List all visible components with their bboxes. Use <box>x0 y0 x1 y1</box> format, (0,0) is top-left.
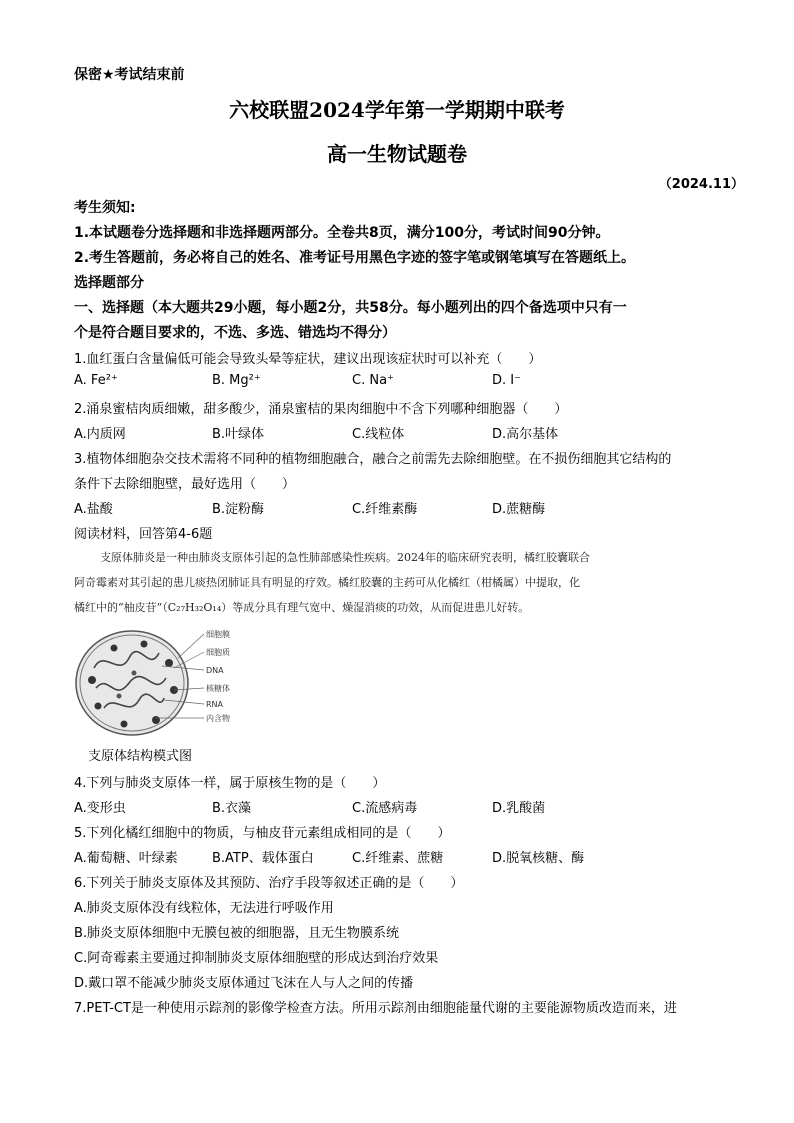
question-2-stem: 2.涌泉蜜桔肉质细嫩，甜多酸少，涌泉蜜桔的果肉细胞中不含下列哪种细胞器（ ） <box>74 402 568 417</box>
label-dna: DNA <box>206 666 224 675</box>
figure-caption: 支原体结构模式图 <box>88 749 193 764</box>
question-6-option-c: C.阿奇霉素主要通过抑制肺炎支原体细胞壁的形成达到治疗效果 <box>74 951 439 966</box>
question-4-stem: 4.下列与肺炎支原体一样，属于原核生物的是（ ） <box>74 776 386 791</box>
question-2-option-d: D.高尔基体 <box>492 427 559 442</box>
inclusion <box>132 671 137 676</box>
question-1-option-d: D. I⁻ <box>492 373 521 388</box>
notice-item-1: 1.本试题卷分选择题和非选择题两部分。全卷共8页，满分100分，考试时间90分钟。 <box>74 225 610 241</box>
question-3-stem-line-2: 条件下去除细胞壁，最好选用（ ） <box>74 477 296 492</box>
mycoplasma-diagram-svg <box>74 628 242 738</box>
mycoplasma-diagram <box>74 628 242 738</box>
question-1-option-a: A. Fe²⁺ <box>74 373 118 388</box>
question-1-option-b: B. Mg²⁺ <box>212 373 261 388</box>
question-4-option-d: D.乳酸菌 <box>492 801 546 816</box>
label-ribosome: 核糖体 <box>206 684 230 693</box>
section-part-label: 选择题部分 <box>74 275 144 291</box>
label-rna: RNA <box>206 700 224 709</box>
exam-title: 六校联盟2024学年第一学期期中联考 <box>229 98 565 122</box>
question-5-stem: 5.下列化橘红细胞中的物质，与柚皮苷元素组成相同的是（ ） <box>74 826 451 841</box>
inclusion <box>117 694 122 699</box>
question-2-option-c: C.线粒体 <box>352 427 405 442</box>
question-3-option-d: D.蔗糖酶 <box>492 502 546 517</box>
ribosome <box>88 676 96 684</box>
label-cell-membrane: 细胞膜 <box>206 630 230 639</box>
question-7-stem: 7.PET-CT是一种使用示踪剂的影像学检查方法。所用示踪剂由细胞能量代谢的主要能源物质改造而来，进 <box>74 1001 677 1016</box>
label-cytoplasm: 细胞质 <box>206 648 230 657</box>
section-heading-line-2: 个是符合题目要求的，不选、多选、错选均不得分） <box>74 325 396 341</box>
question-3-option-a: A.盐酸 <box>74 502 113 517</box>
ribosome <box>152 716 160 724</box>
question-4-option-a: A.变形虫 <box>74 801 126 816</box>
passage-line-2: 阿奇霉素对其引起的患儿痰热闭肺证具有明显的疗效。橘红胶囊的主药可从化橘红（柑橘属）中提取，化 <box>74 576 580 589</box>
question-5-option-b: B.ATP、载体蛋白 <box>212 851 314 866</box>
question-4-option-c: C.流感病毒 <box>352 801 418 816</box>
question-1-stem: 1.血红蛋白含量偏低可能会导致头晕等症状，建议出现该症状时可以补充（ ） <box>74 352 542 367</box>
exam-subtitle: 高一生物试题卷 <box>327 142 467 166</box>
notice-heading: 考生须知: <box>74 200 136 216</box>
ribosome <box>111 645 118 652</box>
question-2-option-a: A.内质网 <box>74 427 126 442</box>
question-5-option-d: D.脱氧核糖、酶 <box>492 851 585 866</box>
ribosome <box>121 721 128 728</box>
question-6-option-b: B.肺炎支原体细胞中无膜包被的细胞器，且无生物膜系统 <box>74 926 400 941</box>
exam-date: （2024.11） <box>658 177 744 192</box>
section-heading-line-1: 一、选择题（本大题共29小题，每小题2分，共58分。每小题列出的四个备选项中只有一 <box>74 300 627 316</box>
question-3-option-c: C.纤维素酶 <box>352 502 418 517</box>
question-4-option-b: B.衣藻 <box>212 801 252 816</box>
ribosome <box>165 659 173 667</box>
question-6-option-d: D.戴口罩不能减少肺炎支原体通过飞沫在人与人之间的传播 <box>74 976 414 991</box>
passage-line-3: 橘红中的“柚皮苷”（C₂₇H₃₂O₁₄）等成分具有理气宽中、燥湿消痰的功效，从而促进患儿好转。 <box>74 601 530 614</box>
ribosome <box>141 641 148 648</box>
reading-instruction: 阅读材料，回答第4-6题 <box>74 527 213 542</box>
passage-line-1: 支原体肺炎是一种由肺炎支原体引起的急性肺部感染性疾病。2024年的临床研究表明，橘红胶囊联合 <box>100 551 590 564</box>
ribosome <box>95 703 102 710</box>
question-3-option-b: B.淀粉酶 <box>212 502 265 517</box>
question-5-option-c: C.纤维素、蔗糖 <box>352 851 444 866</box>
confidential-mark: 保密★考试结束前 <box>74 67 185 83</box>
question-1-option-c: C. Na⁺ <box>352 373 394 388</box>
notice-item-2: 2.考生答题前，务必将自己的姓名、准考证号用黑色字迹的签字笔或钢笔填写在答题纸上。 <box>74 250 636 266</box>
label-inclusion: 内含物 <box>206 714 230 723</box>
question-2-option-b: B.叶绿体 <box>212 427 265 442</box>
question-3-stem-line-1: 3.植物体细胞杂交技术需将不同种的植物细胞融合，融合之前需先去除细胞壁。在不损伤细胞其它结构的 <box>74 452 672 467</box>
question-6-stem: 6.下列关于肺炎支原体及其预防、治疗手段等叙述正确的是（ ） <box>74 876 464 891</box>
question-6-option-a: A.肺炎支原体没有线粒体，无法进行呼吸作用 <box>74 901 334 916</box>
question-5-option-a: A.葡萄糖、叶绿素 <box>74 851 178 866</box>
